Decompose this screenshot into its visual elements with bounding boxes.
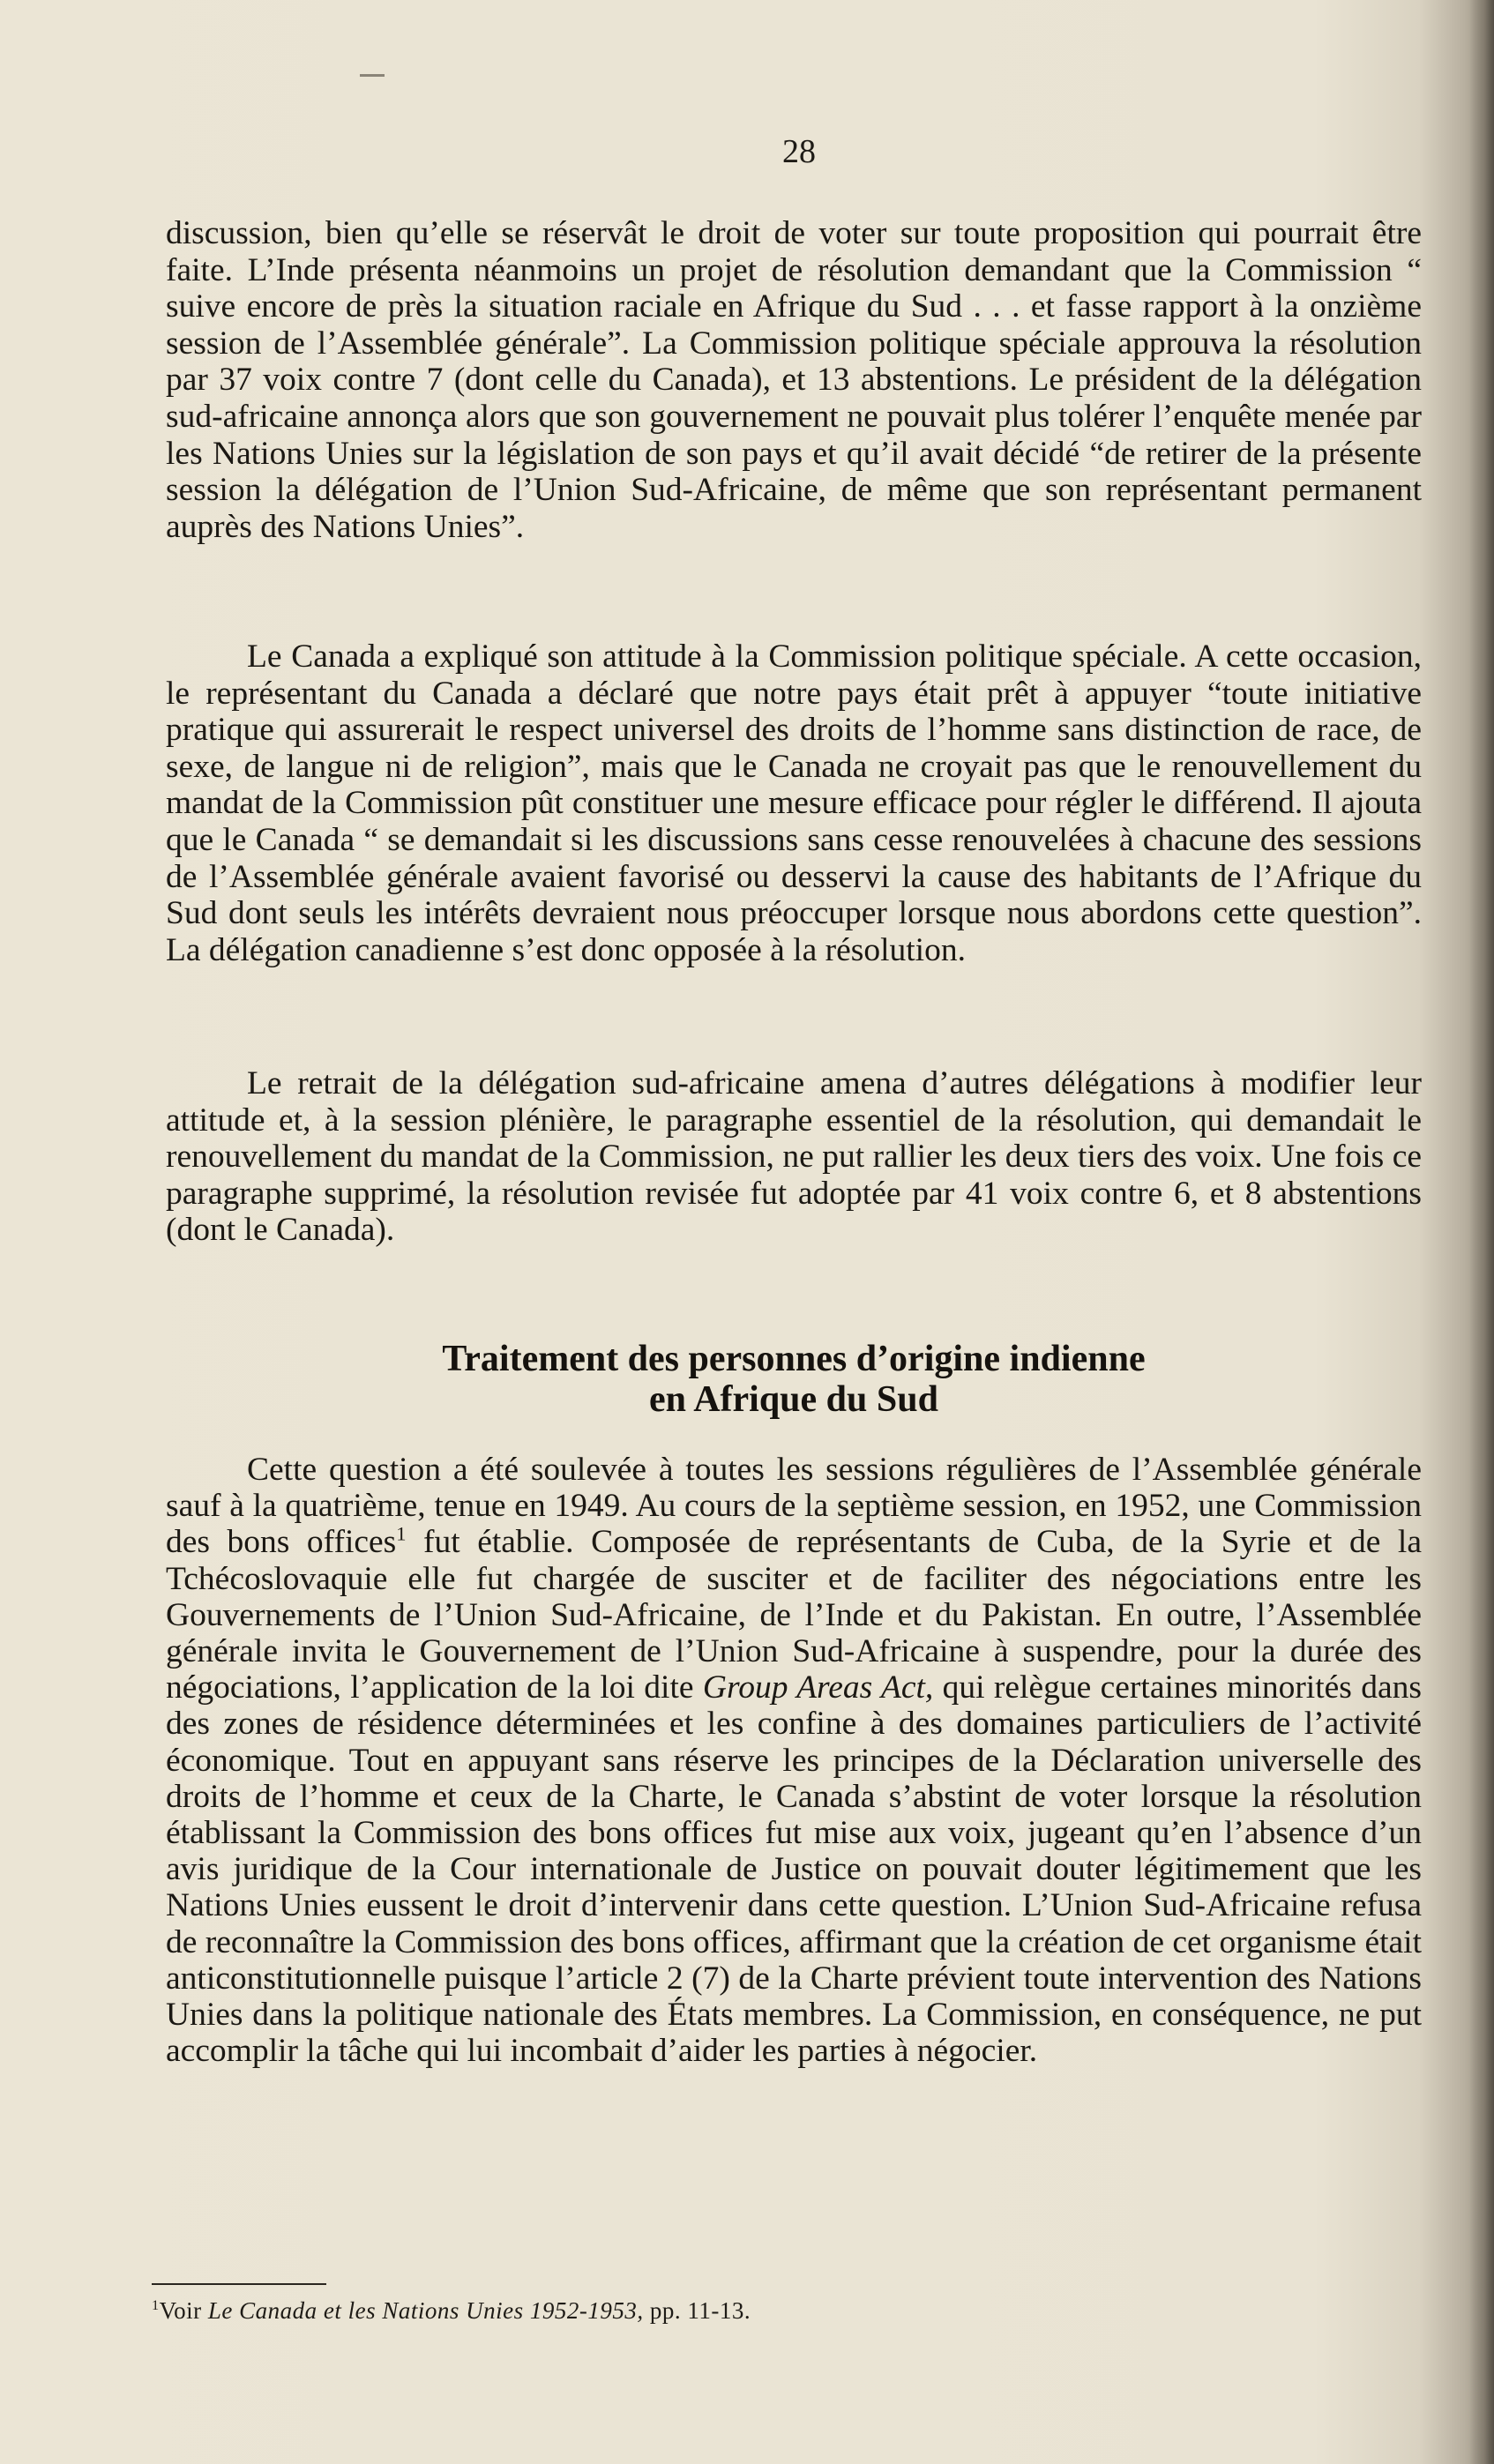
paragraph-continuation xyxy=(166,215,1422,545)
footnote xyxy=(152,2296,1298,2325)
footnote-suffix: pp. 11-13. xyxy=(643,2297,751,2324)
scan-mark xyxy=(360,74,385,77)
paragraph-text-part: qui relègue certaines minorités dans des zones de résidence déterminées et les confine à des domaines particuliers de l’activité économique. Tout en appuyant sans réserve les principes de la Déclaration universelle des droits de l’homme et ceux de la Charte, le Canada s’abstint de voter lorsque la résolution établissant la Commission des bons offices fut mise aux voix, jugeant qu’en l’absence d’un avis juridique de la Cour internationale de Justice on pouvait douter légitimement que les Nations Unies eussent le droit d’intervenir dans cette question. L’Union Sud-Africaine refusa de reconnaître la Commission des bons offices, affirmant que la création de cet organisme était anticonstitutionnelle puisque l’article 2 (7) de la Charte prévient toute intervention des Nations Unies dans la politique nationale des États membres. La Commission, en conséquence, ne put accomplir la tâche qui lui incombait d’aider les parties à négocier. xyxy=(166,1669,1422,2070)
italic-act-name: Group Areas Act, xyxy=(702,1669,934,1706)
section-heading xyxy=(166,1339,1422,1420)
paragraph-text xyxy=(166,1452,1422,2069)
page-number: 28 xyxy=(782,133,816,170)
paragraph-text-part: fut établie. Composée de représentants de Cuba, de la Syrie et de la Tchécoslovaquie elle fut chargée de susciter et de faciliter des négociations entre les Gouvernements de l’Union Sud-Africaine, de l’Inde et du Pakistan. En outre, l’Assemblée générale invita le Gouvernement de l’Union Sud-Africaine à suspendre, pour la durée des négociations, l’application de la loi dite xyxy=(166,1524,1422,1706)
paragraph-canada-attitude xyxy=(166,638,1422,968)
paragraph-text: discussion, bien qu’elle se réservât le droit de voter sur toute proposition qui pourrait être faite. L’Inde présenta néanmoins un projet de résolution demandant que la Commission “ suive encore de près la situation raciale en Afrique du Sud . . . et fasse rapport à la onzième session de l’Assemblée générale”. La Commission politique spéciale approuva la résolution par 37 voix contre 7 (dont celle du Canada), et 13 abstentions. Le président de la délégation sud-africaine annonça alors que son gouvernement ne pouvait plus tolérer l’enquête menée par les Nations Unies sur la législation de son pays et qu’il avait décidé “de retirer de la présente session la délégation de l’Union Sud-Africaine, de même que son représentant permanent auprès des Nations Unies”. xyxy=(166,215,1422,545)
paragraph-indian-origin xyxy=(166,1452,1422,2069)
section-heading-line-2: en Afrique du Sud xyxy=(649,1379,938,1420)
footnote-reference[interactable]: 1 xyxy=(396,1522,407,1545)
paragraph-text-part: Cette question a été soulevée à toutes les sessions régulières de l’Assemblée générale sauf à la quatrième, tenue en 1949. Au cours de la septième session, en 1952, une Commission des bons offices xyxy=(166,1452,1422,1561)
footnote-marker: 1 xyxy=(152,2297,160,2313)
footnote-divider xyxy=(152,2283,326,2285)
paragraph-text: Le Canada a expliqué son attitude à la Commission politique spéciale. A cette occasion, le représentant du Canada a déclaré que notre pays était prêt à appuyer “toute initiative pratique qui assurerait le respect universel des droits de l’homme sans distinction de race, de sexe, de langue ni de religion”, mais que le Canada ne croyait pas que le renouvellement du mandat de la Commission pût constituer une mesure efficace pour régler le différend. Il ajouta que le Canada “ se demandait si les discussions sans cesse renouvelées à chacune des sessions de l’Assemblée générale avaient favorisé ou desservi la cause des habitants de l’Afrique du Sud dont seuls les intérêts devraient nous préoccuper lorsque nous abordons cette question”. La délégation canadienne s’est donc opposée à la résolution. xyxy=(166,638,1422,968)
paragraph-text: Le retrait de la délégation sud-africaine amena d’autres délégations à modifier leur attitude et, à la session plénière, le paragraphe essentiel de la résolution, qui demandait le renouvellement du mandat de la Commission, ne put rallier les deux tiers des voix. Une fois ce paragraphe supprimé, la résolution revisée fut adoptée par 41 voix contre 6, et 8 abstentions (dont le Canada). xyxy=(166,1065,1422,1249)
paragraph-withdrawal xyxy=(166,1065,1422,1249)
footnote-title: Le Canada et les Nations Unies 1952-1953, xyxy=(207,2297,644,2324)
section-heading-line-1: Traitement des personnes d’origine indienne xyxy=(442,1339,1146,1379)
page-edge-shadow xyxy=(1469,0,1494,2464)
footnote-prefix: Voir xyxy=(159,2297,208,2324)
